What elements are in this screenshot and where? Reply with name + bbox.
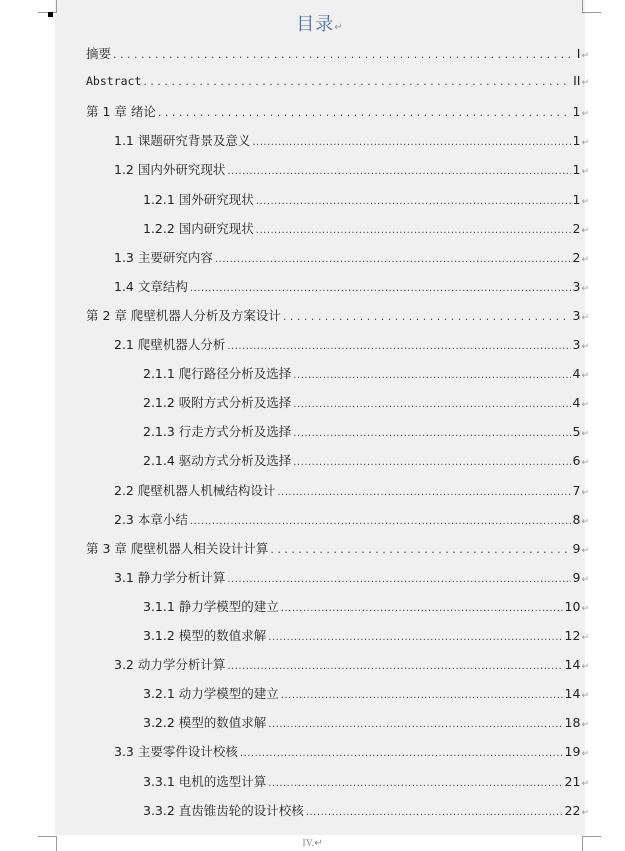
paragraph-mark-icon: ↵ [581,749,589,760]
page-footer [0,838,625,849]
toc-dot-leader [293,453,570,468]
paragraph-anchor-marker [48,12,53,17]
paragraph-mark-icon: ↵ [581,371,589,382]
paragraph-mark-icon: ↵ [581,138,589,149]
toc-entry[interactable] [143,190,589,210]
toc-entry-page-number: 4 [572,366,581,382]
toc-entry[interactable] [143,684,589,704]
paragraph-mark-icon: ↵ [314,838,323,849]
paragraph-mark-icon: ↵ [581,109,589,120]
toc-entry[interactable] [143,422,589,442]
toc-entry-label: 第 3 章 爬壁机器人相关设计计算 [86,540,269,556]
toc-entry-label: 3.3.2 直齿锥齿轮的设计校核 [143,802,304,818]
toc-entry-label: 3.1 静力学分析计算 [114,569,226,585]
toc-entry[interactable] [143,597,589,617]
toc-entry-label: 1.2 国内外研究现状 [114,162,226,178]
page-number: IV. [302,838,315,849]
toc-entry-page-number: 3 [572,278,581,294]
paragraph-mark-icon: ↵ [581,516,589,527]
toc-entry[interactable] [86,306,589,326]
paragraph-mark-icon: ↵ [581,342,589,352]
toc-entry-page-number: 3 [572,307,581,323]
toc-entry[interactable] [143,219,589,239]
toc-entry-label: 第 2 章 爬壁机器人分析及方案设计 [86,307,281,323]
toc-entry-page-number: 5 [572,424,581,440]
toc-entry-page-number: 1 [572,191,581,207]
toc-dot-leader [277,483,570,498]
toc-entry-label: 1.4 文章结构 [114,278,188,294]
paragraph-mark-icon: ↵ [334,22,344,33]
paragraph-mark-icon: ↵ [581,487,589,498]
paragraph-mark-icon: ↵ [581,312,589,323]
paragraph-mark-icon: ↵ [581,720,589,731]
toc-entry-label: Abstract [86,74,142,89]
paragraph-mark-icon: ↵ [581,691,589,702]
toc-dot-leader [306,803,563,818]
toc-entry[interactable] [86,539,589,559]
toc-dot-leader [268,628,562,643]
toc-dot-leader [227,162,570,177]
toc-entry-page-number: 14 [564,657,581,673]
toc-entry-page-number: 22 [564,802,581,818]
toc-entry-page-number: II [573,73,581,89]
paragraph-mark-icon: ↵ [581,778,589,789]
toc-dot-leader [158,104,571,119]
toc-entry-label: 1.3 主要研究内容 [114,249,213,265]
paragraph-mark-icon: ↵ [581,545,589,556]
toc-entry-label: 1.2.2 国内研究现状 [143,220,254,236]
toc-entry-label: 2.1.1 爬行路径分析及选择 [143,366,292,382]
toc-dot-leader [190,279,571,294]
toc-entry[interactable] [114,742,589,762]
toc-entry-page-number: I [576,46,581,61]
toc-entry[interactable] [86,73,589,93]
toc-entry-page-number: 7 [572,482,581,498]
toc-entry-label: 2.1 爬壁机器人分析 [114,337,226,352]
paragraph-mark-icon: ↵ [581,51,589,61]
toc-dot-leader [268,715,562,730]
toc-entry-label: 3.3.1 电机的选型计算 [143,773,267,789]
paragraph-mark-icon: ↵ [581,574,589,585]
toc-entry-page-number: 4 [572,395,581,411]
toc-entry-page-number: 21 [564,773,581,789]
toc-entry[interactable] [143,451,589,471]
toc-entry-page-number: 14 [564,686,581,702]
toc-entry[interactable] [86,44,589,64]
paragraph-mark-icon: ↵ [581,429,589,440]
toc-title [55,10,585,36]
toc-entry-label: 摘要 [86,46,112,61]
toc-entry[interactable] [86,102,589,122]
toc-entry-label: 2.2 爬壁机器人机械结构设计 [114,482,276,498]
toc-dot-leader [215,250,571,265]
paragraph-mark-icon: ↵ [581,196,589,207]
paragraph-mark-icon: ↵ [581,254,589,265]
toc-dot-leader [268,774,562,789]
toc-title-text: 目录 [296,14,335,35]
paragraph-mark-icon: ↵ [581,807,589,818]
paragraph-mark-icon: ↵ [581,458,589,469]
toc-dot-leader [227,657,562,672]
toc-entry-page-number: 12 [564,628,581,643]
toc-entry-page-number: 19 [564,744,581,760]
toc-entry[interactable] [143,364,589,384]
toc-entry-page-number: 2 [572,249,581,265]
toc-entry-page-number: 3 [572,337,581,352]
paragraph-mark-icon: ↵ [581,400,589,411]
toc-entry-page-number: 8 [572,511,581,527]
paragraph-mark-icon: ↵ [581,78,589,89]
toc-entry-page-number: 1 [572,133,581,149]
toc-entry[interactable] [114,160,589,180]
toc-dot-leader [283,308,571,323]
toc-entry[interactable] [114,655,589,675]
toc-entry[interactable] [143,713,589,733]
toc-entry[interactable] [143,801,589,821]
toc-entry-page-number: 18 [564,715,581,731]
toc-entry-page-number: 9 [572,569,581,585]
toc-entry-page-number: 1 [572,162,581,178]
toc-entry[interactable] [114,131,589,151]
paragraph-mark-icon: ↵ [581,283,589,294]
toc-entry-page-number: 6 [572,453,581,469]
toc-entry-label: 3.3 主要零件设计校核 [114,744,238,760]
toc-entry-label: 3.2.1 动力学模型的建立 [143,686,279,702]
toc-dot-leader [143,73,571,88]
toc-entry-label: 2.1.2 吸附方式分析及选择 [143,395,292,411]
paragraph-mark-icon: ↵ [581,167,589,178]
toc-dot-leader [281,686,563,701]
toc-entry[interactable] [114,335,589,355]
paragraph-mark-icon: ↵ [581,225,589,236]
toc-entry-label: 1.2.1 国外研究现状 [143,191,254,207]
toc-dot-leader [256,221,571,236]
toc-entry[interactable] [143,393,589,413]
toc-entry[interactable] [114,568,589,588]
toc-entry[interactable] [114,277,589,297]
toc-entry-label: 3.1.1 静力学模型的建立 [143,598,279,614]
paragraph-mark-icon: ↵ [581,633,589,643]
toc-entry-label: 2.3 本章小结 [114,511,188,527]
toc-entry-label: 3.2.2 模型的数值求解 [143,715,267,731]
toc-dot-leader [227,570,570,585]
toc-entry-page-number: 10 [564,598,581,614]
toc-entry[interactable] [114,481,589,501]
toc-dot-leader [113,46,575,61]
toc-entry[interactable] [143,772,589,792]
document-page [55,0,585,835]
toc-entry-label: 2.1.4 驱动方式分析及选择 [143,453,292,469]
toc-dot-leader [240,744,563,759]
toc-entry-page-number: 2 [572,220,581,236]
toc-entry-page-number: 9 [572,540,581,556]
toc-dot-leader [227,337,570,352]
toc-dot-leader [293,366,570,381]
toc-entry-label: 2.1.3 行走方式分析及选择 [143,424,292,440]
toc-entry-label: 3.1.2 模型的数值求解 [143,628,267,643]
toc-entry-page-number: 1 [572,104,581,120]
toc-dot-leader [256,192,571,207]
toc-entry-label: 3.2 动力学分析计算 [114,657,226,673]
toc-dot-leader [281,599,563,614]
toc-entry[interactable] [114,248,589,268]
paragraph-mark-icon: ↵ [581,662,589,673]
toc-entry[interactable] [114,510,589,530]
toc-entry-label: 1.1 课题研究背景及意义 [114,133,251,149]
toc-dot-leader [252,133,570,148]
toc-entry[interactable] [143,626,589,646]
toc-entry-label: 第 1 章 绪论 [86,104,156,120]
toc-dot-leader [293,424,570,439]
toc-dot-leader [293,395,570,410]
paragraph-mark-icon: ↵ [581,603,589,614]
toc-dot-leader [190,512,571,527]
toc-dot-leader [270,541,570,556]
